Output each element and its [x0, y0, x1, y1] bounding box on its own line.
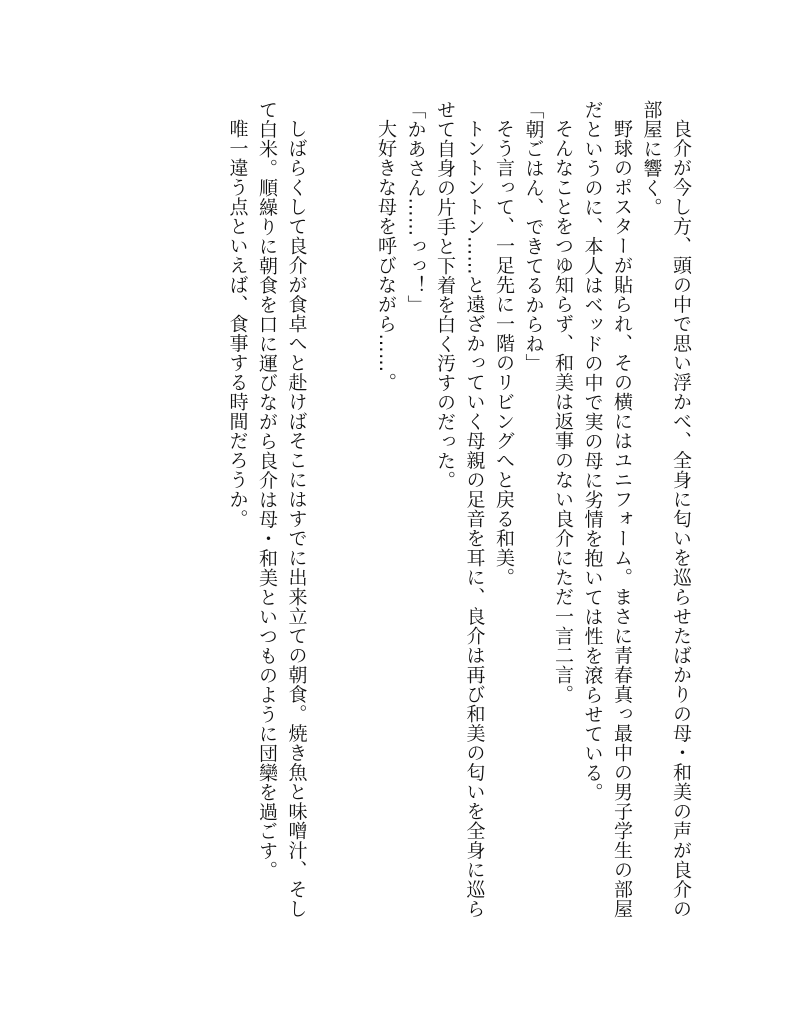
paragraph: 良介が今し方、頭の中で思い浮かべ、全身に匂いを巡らせたばかりの母・和美の声が良介の部屋に響く。: [640, 100, 692, 919]
paragraph: 大好きな母を呼びながら……。: [375, 119, 397, 392]
paragraph: 唯一違う点といえば、食事する時間だろうか。: [226, 119, 249, 529]
paragraph: 野球のポスターが貼られ、その横にはユニフォーム。まさに青春真っ最中の男子学生の部屋だというのに、本人はベッドの中で実の母に劣情を抱いては性を滾らせている。: [581, 100, 633, 919]
vertical-text-body: [222, 100, 695, 930]
paragraph: そう言って、一足先に一階のリビングへと戻る和美。: [493, 119, 515, 587]
paragraph: トントントン……と遠ざかっていく母親の足音を耳に、良介は再び和美の匂いを全身に巡らせて自身の片手と下着を白く汚すのだった。: [434, 100, 486, 919]
paragraph: そんなことをつゆ知らず、和美は返事のない良介にただ一言二言。: [552, 119, 574, 704]
paragraph: しばらくして良介が食卓へと赴けばそこにはすでに出来立ての朝食。焼き魚と味噌汁、そして白米。順繰りに朝食を口に運びながら良介は母・和美といつものように団欒を過ごす。: [256, 100, 308, 919]
dialogue-line: 「かあさん……っっ！」: [404, 100, 427, 315]
dialogue-line: 「朝ごはん、できてるからね」: [522, 100, 545, 373]
section-break: [311, 100, 371, 930]
